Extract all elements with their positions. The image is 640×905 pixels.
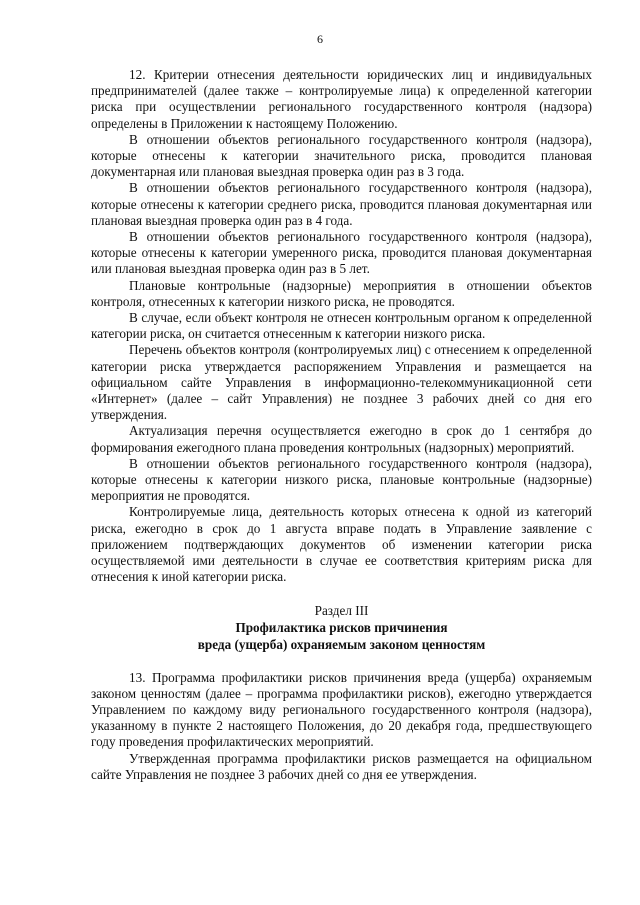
document-body <box>91 67 592 783</box>
section-label: Раздел III <box>314 602 369 618</box>
paragraph-low-risk-no-checks: Плановые контрольные (надзорные) мероприятия в отношении объектов контроля, отнесенных к категории низкого риска, не проводятся. <box>91 277 592 309</box>
paragraph-objects-list: Перечень объектов контроля (контролируемых лиц) с отнесением к определенной категории риска утверждается распоряжением Управления и размещается на официальном сайте Управления в информационно-телекоммуникационной сети «Интернет» (далее – сайт Управления) не позднее 3 рабочих дней со дня его утверждения. <box>91 342 592 423</box>
section-title-line-1: Профилактика рисков причинения <box>235 619 448 635</box>
paragraph-list-update: Актуализация перечня осуществляется ежегодно в срок до 1 сентября до формирования ежегодного плана проведения контрольных (надзорных) мероприятий. <box>91 423 592 455</box>
section-title-line-2: вреда (ущерба) охраняемым законом ценностям <box>197 636 486 652</box>
paragraph-moderate-risk: В отношении объектов регионального государственного контроля (надзора), которые отнесены к категории умеренного риска, проводится плановая документарная или плановая выездная проверка один раз в 5 лет. <box>91 229 592 277</box>
paragraph-significant-risk: В отношении объектов регионального государственного контроля (надзора), которые отнесены к категории значительного риска, проводится плановая документарная или плановая выездная проверка один раз в 3 года. <box>91 131 592 180</box>
paragraph-medium-risk: В отношении объектов регионального государственного контроля (надзора), которые отнесены к категории среднего риска, проводится плановая документарная или плановая выездная проверка один раз в 4 года. <box>91 180 592 228</box>
paragraph-13-prevention-program: 13. Программа профилактики рисков причинения вреда (ущерба) охраняемым законом ценностям (далее – программа профилактики рисков), ежегодно утверждается Управлением по каждому виду регионального государственного контроля (надзора), указанному в пункте 2 настоящего Положения, до 20 декабря года, предшествующего году проведения профилактических мероприятий. <box>91 669 592 750</box>
paragraph-unassigned-category: В случае, если объект контроля не отнесен контрольным органом к определенной категории риска, он считается отнесенным к категории низкого риска. <box>91 310 592 342</box>
paragraph-category-change-request: Контролируемые лица, деятельность которых отнесена к одной из категорий риска, ежегодно в срок до 1 августа вправе подать в Управление заявление с приложением подтверждающих документов об изменении категории риска осуществляемой ими деятельности в случае ее соответствия критериям риска для отнесения к иной категории риска. <box>91 504 592 585</box>
page-number: 6 <box>317 32 323 46</box>
paragraph-program-publication: Утвержденная программа профилактики рисков размещается на официальном сайте Управления не позднее 3 рабочих дней со дня ее утверждения. <box>91 750 592 782</box>
section-heading <box>91 602 592 653</box>
paragraph-low-risk-objects: В отношении объектов регионального государственного контроля (надзора), которые отнесены к категории низкого риска, плановые контрольные (надзорные) мероприятия не проводятся. <box>91 455 592 504</box>
paragraph-12-criteria: 12. Критерии отнесения деятельности юридических лиц и индивидуальных предпринимателей (далее также – контролируемые лица) к определенной категории риска при осуществлении регионального государственного контроля (надзора) определены в Приложении к настоящему Положению. <box>91 67 592 131</box>
